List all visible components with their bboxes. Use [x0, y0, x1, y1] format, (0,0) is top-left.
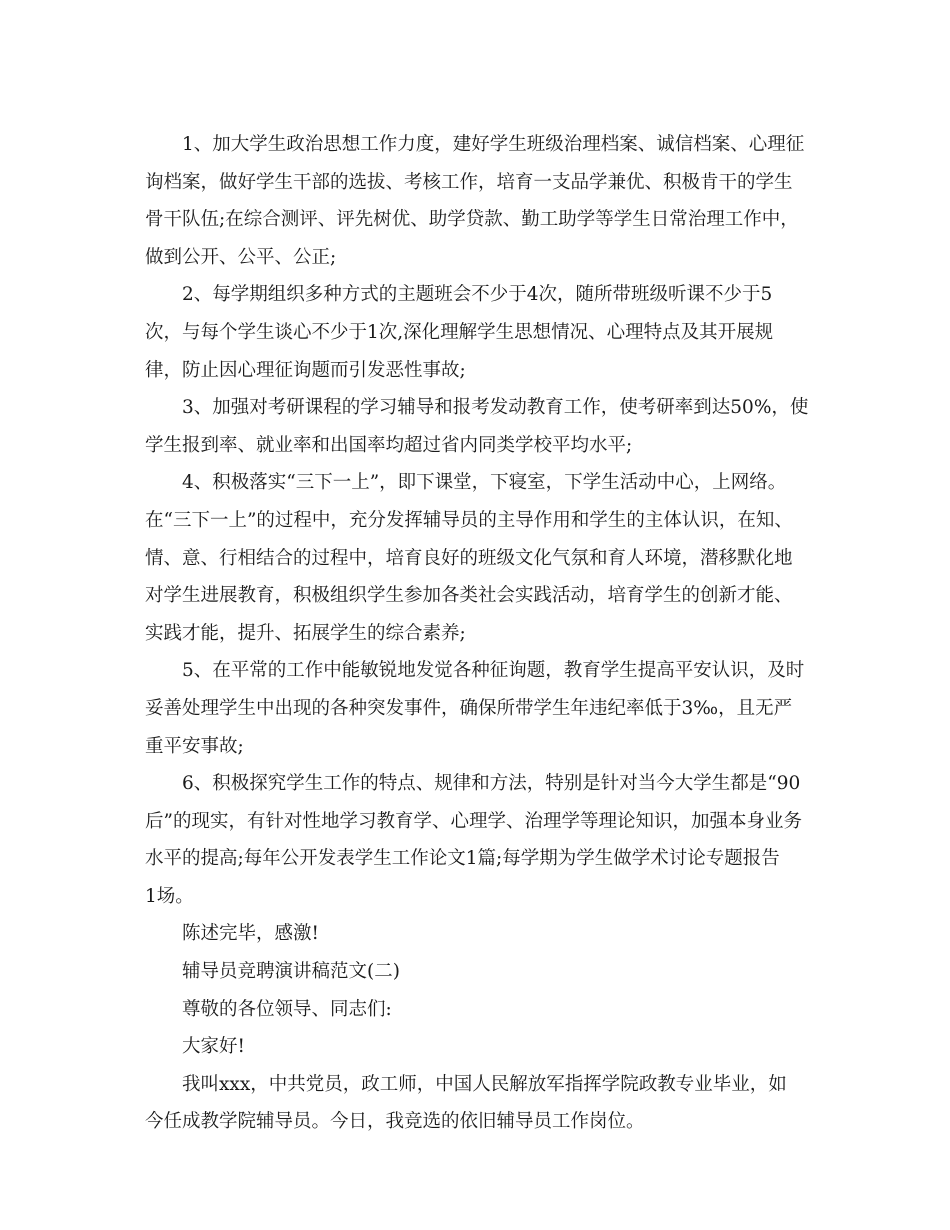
text-line: 实践才能，提升、拓展学生的综合素养; [145, 622, 466, 644]
text-line: 后”的现实，有针对性地学习教育学、心理学、治理学等理论知识，加强本身业务 [145, 810, 802, 832]
text-line: 4、积极落实“三下一上”，即下课堂，下寝室，下学生活动中心，上网络。 [182, 472, 787, 494]
text-line: 水平的提高;每年公开发表学生工作论文1篇;每学期为学生做学术讨论专题报告 [145, 848, 780, 870]
text-line: 骨干队伍;在综合测评、评先树优、助学贷款、勤工助学等学生日常治理工作中， [145, 209, 799, 231]
document-body [145, 126, 815, 1141]
text-line: 重平安事故; [145, 735, 244, 757]
text-line: 3、加强对考研课程的学习辅导和报考发动教育工作，使考研率到达50%，使 [182, 397, 809, 419]
text-line: 陈述完毕，感激! [182, 923, 319, 945]
text-line: 1、加大学生政治思想工作力度，建好学生班级治理档案、诚信档案、心理征 [182, 134, 805, 155]
text-line: 做到公开、公平、公正; [145, 246, 337, 268]
text-line: 尊敬的各位领导、同志们: [182, 998, 392, 1020]
text-line: 辅导员竞聘演讲稿范文(二) [182, 961, 400, 983]
text-line: 5、在平常的工作中能敏锐地发觉各种征询题，教育学生提高平安认识，及时 [182, 660, 805, 682]
text-line: 1场。 [145, 885, 194, 907]
text-line: 妥善处理学生中出现的各种突发事件，确保所带学生年违纪率低于3‰，且无严 [145, 697, 793, 719]
text-line: 今任成教学院辅导员。今日，我竞选的依旧辅导员工作岗位。 [145, 1111, 645, 1133]
text-line: 2、每学期组织多种方式的主题班会不少于4次，随所带班级听课不少于5 [182, 284, 773, 306]
text-line: 在“三下一上”的过程中，充分发挥辅导员的主导作用和学生的主体认识，在知、 [145, 509, 793, 531]
text-line: 对学生进展教育，积极组织学生参加各类社会实践活动，培育学生的创新才能、 [145, 585, 793, 607]
text-line: 询档案，做好学生干部的选拔、考核工作，培育一支品学兼优、积极肯干的学生 [145, 171, 793, 193]
text-line: 情、意、行相结合的过程中，培育良好的班级文化气氛和育人环境，潜移默化地 [145, 547, 793, 569]
text-line: 学生报到率、就业率和出国率均超过省内同类学校平均水平; [145, 434, 633, 456]
text-line: 大家好! [182, 1036, 245, 1058]
text-line: 律，防止因心理征询题而引发恶性事故; [145, 359, 466, 381]
text-line: 我叫xxx，中共党员，政工师，中国人民解放军指挥学院政教专业毕业，如 [182, 1073, 787, 1095]
text-line: 6、积极探究学生工作的特点、规律和方法，特别是针对当今大学生都是“90 [182, 773, 801, 795]
text-line: 次，与每个学生谈心不少于1次,深化理解学生思想情况、心理特点及其开展规 [145, 321, 774, 343]
